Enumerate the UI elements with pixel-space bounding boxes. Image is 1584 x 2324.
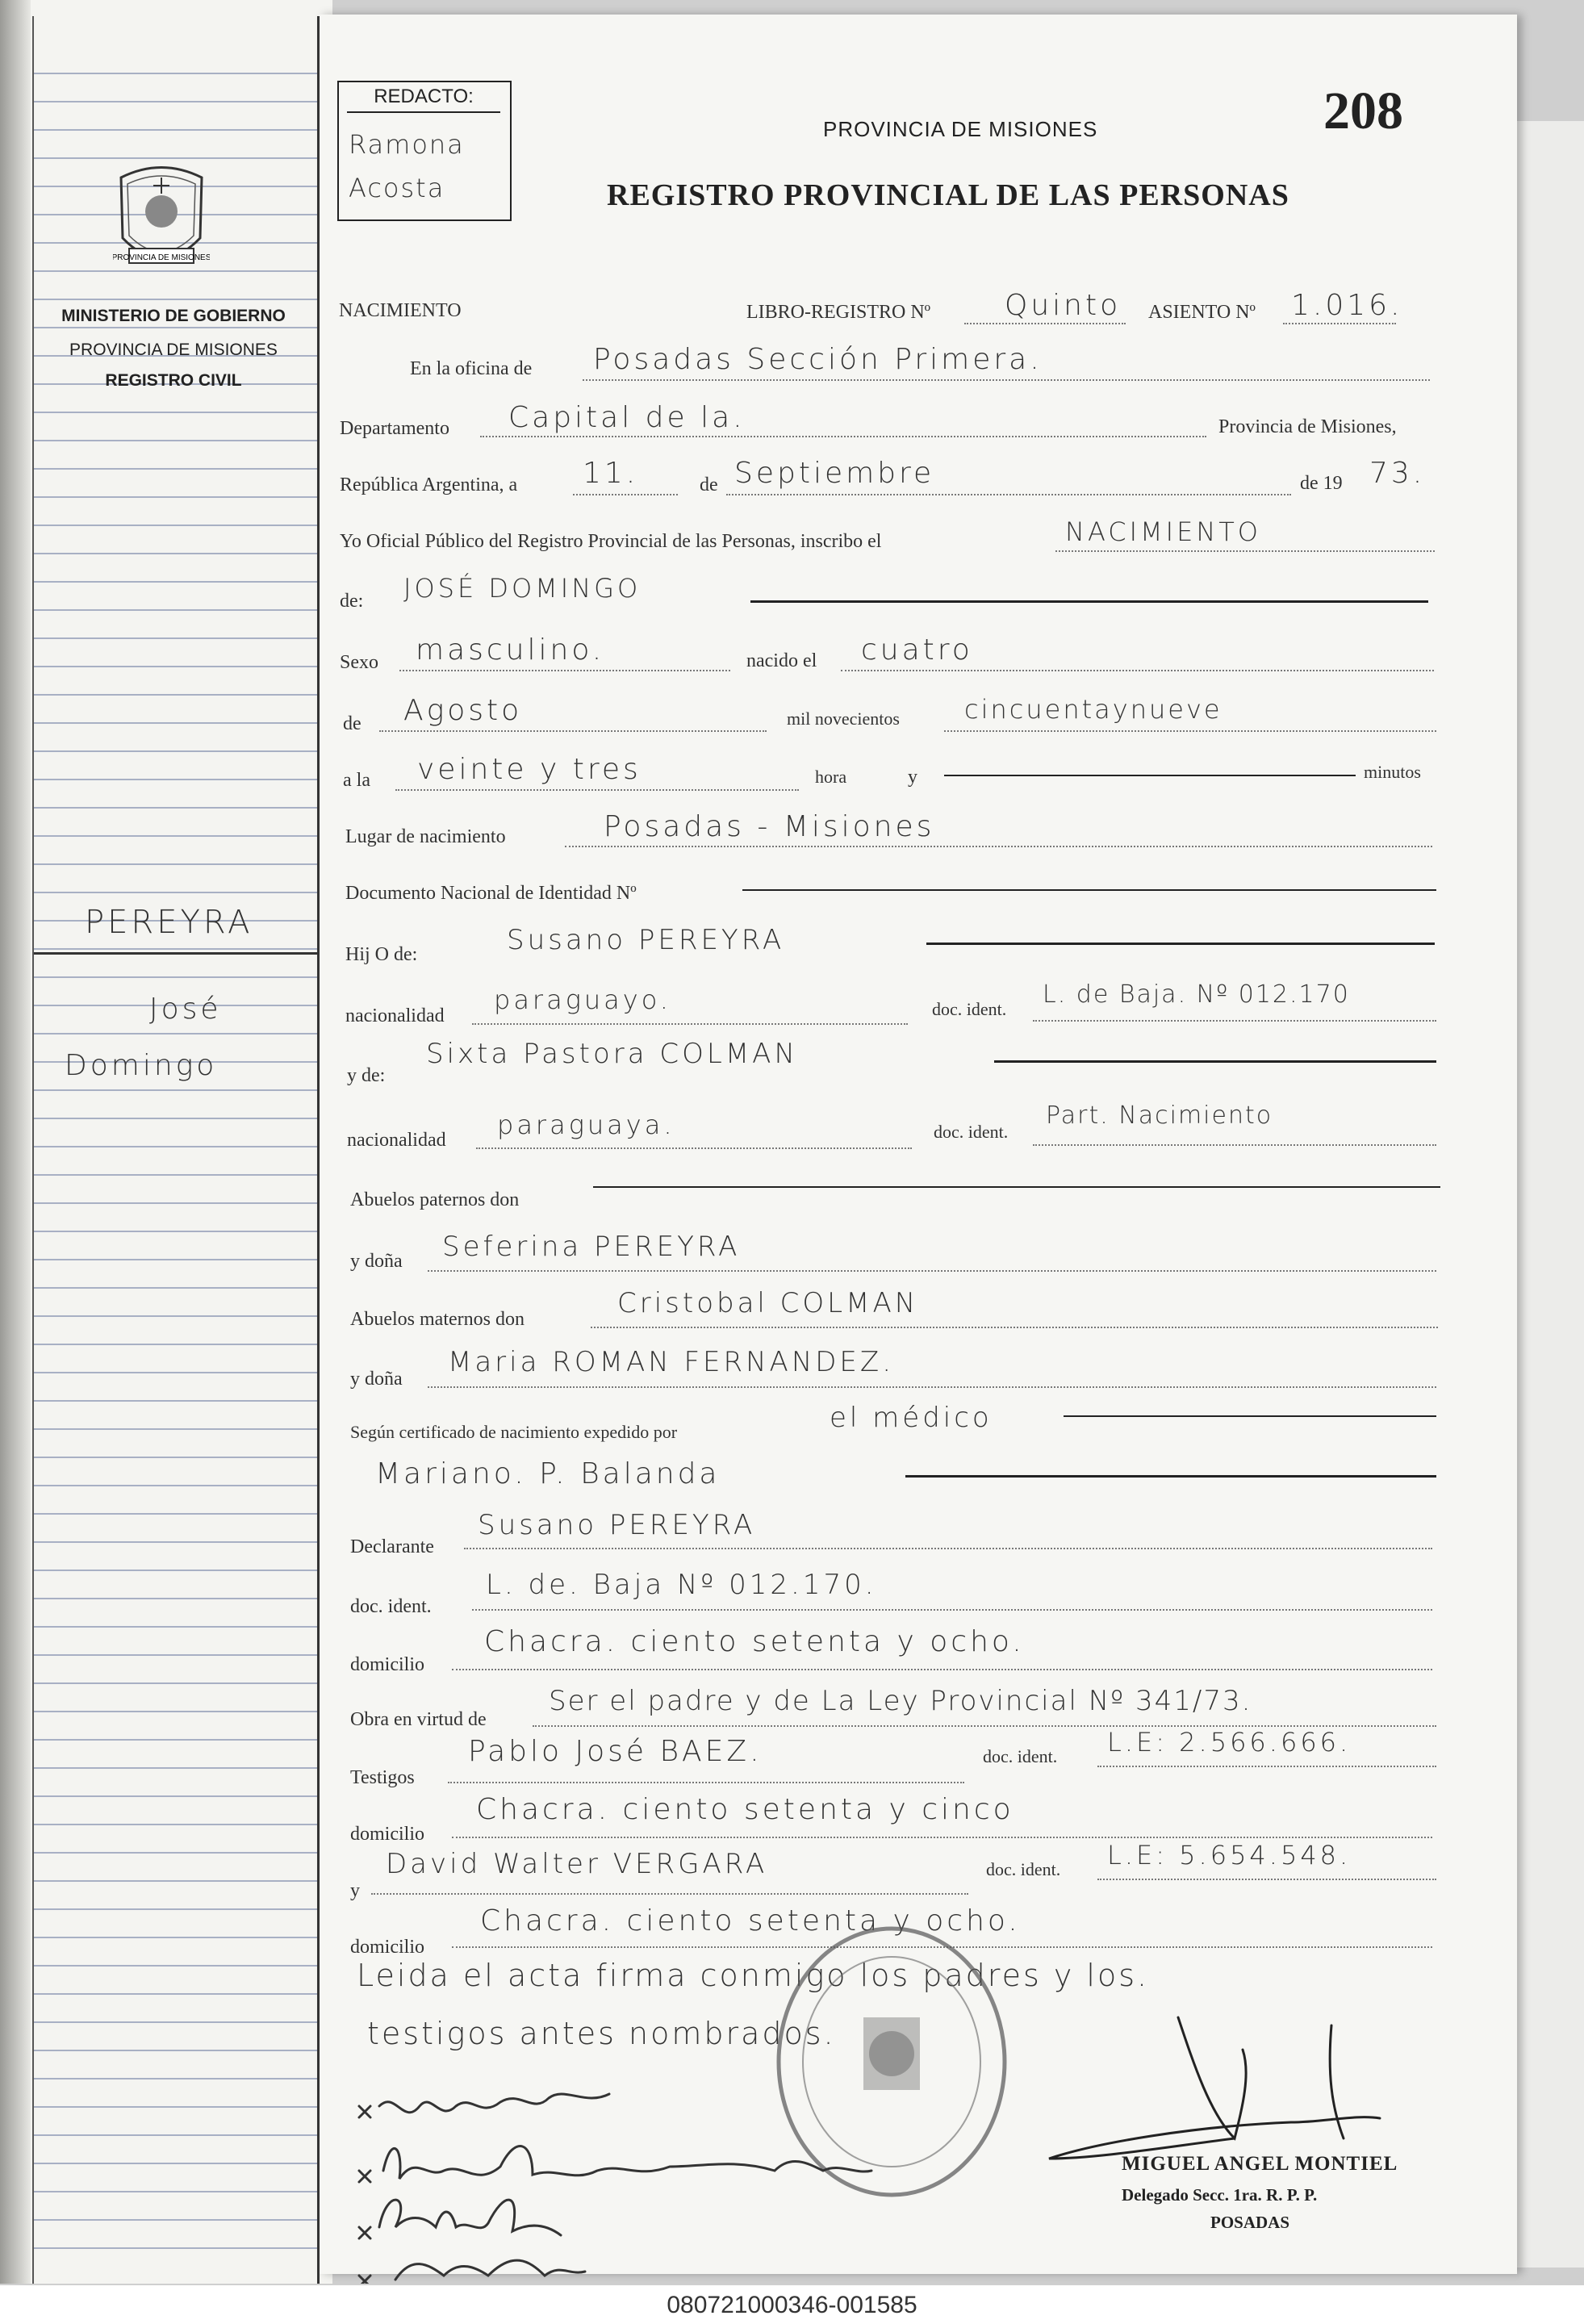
provincial-seal-icon [113,161,210,282]
y-dona-1-label: y doña [350,1251,403,1272]
asiento-label: ASIENTO Nº [1148,302,1256,323]
margin-ruled-line [34,2134,331,2136]
margin-ruled-line [34,1711,331,1712]
doc-2-label: doc. ident. [934,1122,1009,1142]
libro-value: Quinto [1005,289,1122,322]
margin-ruled-line [34,1598,331,1599]
abuelos-paternos-label: Abuelos paternos don [350,1189,520,1210]
departamento-label: Departamento [340,418,449,439]
margin-ruled-line [34,581,331,583]
libro-label: LIBRO-REGISTRO Nº [746,302,931,323]
redacto-name: Ramona Acosta [349,129,465,203]
doc-4-label: doc. ident. [983,1746,1058,1766]
margin-ruled-line [34,2163,331,2164]
margin-ruled-line [34,299,331,300]
padre-value: Susano PEREYRA [507,924,785,956]
margin-ruled-line [34,1089,331,1091]
y-2-label: y [350,1880,360,1901]
margin-surname: PEREYRA [85,904,253,941]
closing-line-1: Leida el acta firma conmigo los padres y los. [357,1958,1150,1993]
doc-5-dots [1097,1879,1436,1880]
testigo-1-value: Pablo José BAEZ. [468,1735,763,1768]
testigo-2-value: David Walter VERGARA [386,1848,768,1880]
margin-ruled-line [34,2106,331,2108]
registry-title: REGISTRO PROVINCIAL DE LAS PERSONAS [607,178,1289,212]
oficial-value: NACIMIENTO [1065,516,1261,547]
image-id-caption: 080721000346-001585 [667,2292,917,2318]
hora-value: veinte y tres [417,753,642,786]
libro-dots [964,323,1126,324]
margin-ruled-line [34,101,331,102]
doc-1-dots [1033,1020,1436,1022]
margin-ruled-line [34,2021,331,2023]
y-de-label: y de: [347,1065,386,1086]
abuela-materna-value: Maria ROMAN FERNANDEZ. [448,1346,895,1378]
doc-3-dots [472,1609,1432,1611]
mes-nac-label: de [343,713,362,734]
margin-ruled-line [34,1372,331,1373]
margin-ruled-line [34,1287,331,1289]
nacionalidad-2-label: nacionalidad [347,1130,446,1151]
nacionalidad-2-value: paraguaya. [497,1110,675,1140]
republica-label: República Argentina, a [340,474,518,495]
official-city: POSADAS [1210,2213,1290,2232]
oficial-dots [1055,550,1435,552]
abuela-paterna-value: Seferina PEREYRA [442,1231,741,1263]
margin-ruled-line [34,1485,331,1486]
name-rule [750,600,1428,603]
margin-ruled-line [34,1118,331,1119]
hijo-label: Hij O de: [345,944,418,965]
domicilio-2-label: domicilio [350,1824,424,1845]
margin-ruled-line [34,327,331,328]
margin-ruled-line [34,976,331,978]
padre-rule [926,943,1435,945]
margin-ruled-line [34,1344,331,1345]
declarante-dots [464,1548,1432,1549]
margin-ruled-line [34,553,331,554]
de-name-label: de: [340,591,364,612]
margin-ruled-line [34,779,331,780]
margin-ruled-line [34,1174,331,1176]
margin-ruled-line [34,1908,331,1910]
margin-ruled-line [34,1654,331,1656]
margin-surname-underline [34,952,331,955]
abuelo-paterno-rule [593,1186,1440,1188]
mes-nac-dots [379,730,767,732]
margin-ruled-line [34,807,331,809]
nacionalidad-1-value: paraguayo. [494,984,671,1015]
testigo-1-dots [448,1782,964,1783]
name-value: JOSÉ DOMINGO [403,573,642,604]
doc-1-value: L. de Baja. Nº 012.170 [1043,980,1350,1009]
dni-rule [742,889,1436,891]
margin-ruled-line [34,1202,331,1204]
margin-ruled-line [34,440,331,441]
margin-ruled-line [34,468,331,470]
nacimiento-label: NACIMIENTO [339,300,462,321]
domicilio-2-dots [452,1837,1432,1838]
obra-label: Obra en virtud de [350,1709,487,1730]
margin-ruled-line [34,2247,331,2249]
margin-ruled-line [34,1993,331,1995]
margin-ruled-line [34,2078,331,2079]
oficina-dots [583,379,1430,381]
medico-rule [905,1475,1436,1478]
nacido-value: cuatro [861,633,973,667]
page-number: 208 [1323,82,1403,140]
margin-ruled-line [34,1570,331,1571]
margin-ruled-line [34,1626,331,1628]
margin-ruled-line [34,1880,331,1882]
official-signature-image [1041,2009,1461,2171]
mes-nac-value: Agosto [403,694,523,727]
margin-ruled-line [34,1965,331,1967]
declarante-value: Susano PEREYRA [478,1509,756,1541]
doc-5-label: doc. ident. [986,1859,1061,1879]
margin-ruled-line [34,1231,331,1232]
hora-dots [395,789,799,791]
margin-ruled-line [34,412,331,413]
margin-ruled-line [34,129,331,131]
oficina-label: En la oficina de [410,358,533,379]
sexo-label: Sexo [340,652,378,673]
y-dona-2-label: y doña [350,1369,403,1390]
margin-ruled-line [34,1541,331,1543]
margin-ruled-line [34,496,331,498]
redacto-label: REDACTO: [347,86,500,113]
doc-2-dots [1033,1144,1436,1146]
ministry-line-3: REGISTRO CIVIL [105,371,242,390]
page-binding-line [317,16,320,2284]
lugar-value: Posadas - Misiones [604,810,935,843]
book-spine [0,0,31,2284]
margin-ruled-line [34,1457,331,1458]
margin-ruled-line [34,2219,331,2221]
anio-value: cincuentaynueve [964,694,1222,725]
nacido-dots [841,670,1434,671]
margin-ruled-line [34,609,331,611]
margin-ruled-line [34,1033,331,1035]
hora-label: hora [815,767,847,787]
de-label: de [700,474,718,495]
domicilio-2-value: Chacra. ciento setenta y cinco [476,1793,1014,1826]
dia-value: 11. [583,457,639,490]
margin-ruled-line [34,1259,331,1260]
doc-2-value: Part. Nacimiento [1046,1101,1273,1130]
provincia-label: Provincia de Misiones, [1218,416,1397,437]
margin-ruled-line [34,863,331,865]
margin-ruled-line [34,1682,331,1684]
year-value: 73. [1369,457,1426,490]
abuelos-maternos-label: Abuelos maternos don [350,1309,525,1330]
margin-ruled-line [34,637,331,639]
testigos-label: Testigos [350,1767,415,1788]
seal-caption: PROVINCIA DE MISIONES [113,253,210,262]
segun-label: Según certificado de nacimiento expedido por [350,1422,678,1442]
margin-ruled-line [34,948,331,950]
sexo-value: masculino. [416,633,605,667]
ministry-line-1: MINISTERIO DE GOBIERNO [61,307,286,325]
margin-ruled-line [34,1795,331,1797]
lugar-dots [565,846,1432,847]
abuela-materna-dots [428,1386,1436,1388]
margin-ruled-line [34,1428,331,1430]
nacido-label: nacido el [746,650,817,671]
closing-line-2: testigos antes nombrados. [367,2016,836,2051]
margin-ruled-line [34,525,331,526]
ministry-line-2: PROVINCIA DE MISIONES [69,341,278,359]
abuela-paterna-dots [428,1270,1436,1272]
domicilio-1-value: Chacra. ciento setenta y ocho. [484,1625,1025,1658]
nacionalidad-1-dots [472,1023,908,1025]
margin-ruled-line [34,2191,331,2192]
margin-ruled-line [34,73,331,74]
oficina-value: Posadas Sección Primera. [593,343,1043,376]
minutos-rule [944,775,1356,776]
doc-3-value: L. de. Baja Nº 012.170. [486,1569,877,1601]
declarante-label: Declarante [350,1536,434,1557]
obra-value: Ser el padre y de La Ley Provincial Nº 341/73. [549,1685,1252,1717]
margin-given-name-1: José [149,993,222,1026]
doc-3-label: doc. ident. [350,1596,432,1617]
nacionalidad-1-label: nacionalidad [345,1005,445,1026]
margin-ruled-line [34,666,331,667]
asiento-dots [1283,323,1396,324]
abuelo-materno-value: Cristobal COLMAN [617,1287,919,1319]
margin-ruled-line [34,1937,331,1938]
margin-ruled-line [34,1852,331,1854]
year-prefix-label: de 19 [1300,473,1343,494]
dni-label: Documento Nacional de Identidad Nº [345,883,637,904]
margin-ruled-line [34,750,331,752]
segun-rule [1064,1415,1436,1417]
mes-value: Septiembre [734,457,935,490]
official-name: MIGUEL ANGEL MONTIEL [1122,2153,1398,2175]
margin-ruled-line [34,1400,331,1402]
domicilio-3-label: domicilio [350,1937,424,1958]
oficial-text: Yo Oficial Público del Registro Provincial de las Personas, inscribo el [340,531,882,552]
testigo-2-dots [371,1893,968,1895]
madre-rule [994,1060,1436,1063]
province-heading: PROVINCIA DE MISIONES [823,117,1098,141]
margin-ruled-line [34,1767,331,1769]
medico-value: Mariano. P. Balanda [375,1457,721,1490]
minutos-label: minutos [1364,762,1421,782]
domicilio-1-label: domicilio [350,1654,424,1675]
margin-ruled-line [34,157,331,159]
margin-ruled-line [34,1146,331,1147]
madre-value: Sixta Pastora COLMAN [426,1038,798,1070]
margin-ruled-line [34,1315,331,1317]
departamento-value: Capital de la. [508,401,746,434]
margin-ruled-line [34,1513,331,1515]
margin-ruled-line [34,722,331,724]
doc-4-value: L.E: 2.566.666. [1107,1727,1352,1758]
mes-dots [726,494,1291,495]
lugar-label: Lugar de nacimiento [345,826,506,847]
ala-label: a la [343,770,370,791]
y-label: y [908,767,917,788]
margin-ruled-line [34,694,331,696]
redacto-box [337,81,512,221]
segun-value: el médico [830,1402,993,1434]
margin-ruled-line [34,2050,331,2051]
margin-ruled-line [34,1739,331,1741]
margin-ruled-line [34,1824,331,1825]
asiento-value: 1.016. [1291,289,1403,322]
doc-5-value: L.E: 5.654.548. [1107,1840,1352,1870]
doc-1-label: doc. ident. [932,999,1007,1019]
domicilio-3-value: Chacra. ciento setenta y ocho. [480,1904,1021,1937]
departamento-dots [480,436,1206,437]
nacionalidad-2-dots [476,1147,912,1149]
sexo-dots [399,670,730,671]
official-role: Delegado Secc. 1ra. R. P. P. [1122,2185,1318,2205]
doc-4-dots [1097,1766,1436,1767]
anio-dots [944,730,1436,732]
mil-label: mil novecientos [787,708,900,729]
domicilio-1-dots [452,1669,1432,1670]
abuelo-materno-dots [591,1327,1438,1328]
margin-ruled-line [34,892,331,893]
margin-given-name-2: Domingo [65,1049,218,1082]
next-page-edge [1517,121,1584,2268]
margin-ruled-line [34,835,331,837]
dia-dots [573,494,678,495]
